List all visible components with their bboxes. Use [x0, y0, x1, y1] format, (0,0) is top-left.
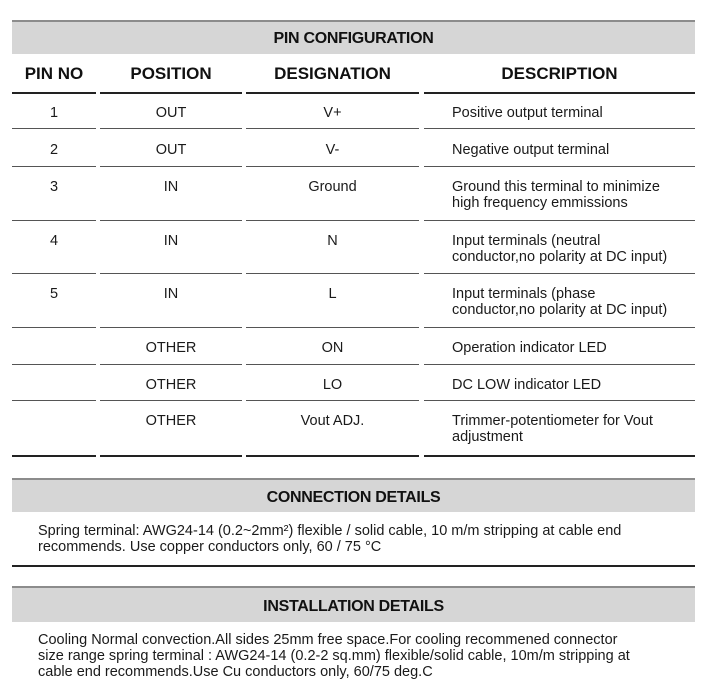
description-line: high frequency emmissions [452, 195, 628, 211]
header-divider [100, 92, 242, 94]
description-line: Input terminals (phase [452, 286, 596, 302]
connection-details-title: CONNECTION DETAILS [12, 478, 695, 512]
row-divider [100, 400, 242, 401]
row-divider [424, 220, 695, 221]
row-divider [246, 220, 419, 221]
row-divider [246, 400, 419, 401]
position-cell: OUT [155, 105, 187, 121]
row-divider [12, 128, 96, 129]
designation-cell: N [327, 233, 338, 249]
row-divider [12, 400, 96, 401]
designation-cell: V+ [323, 105, 342, 121]
row-divider [12, 166, 96, 167]
pin-configuration-title: PIN CONFIGURATION [12, 20, 695, 54]
header-divider [246, 92, 419, 94]
designation-cell: Vout ADJ. [300, 413, 365, 429]
connection-divider [12, 565, 695, 567]
row-divider [100, 273, 242, 274]
description-line: Operation indicator LED [452, 340, 607, 356]
row-divider [100, 220, 242, 221]
description-cell [452, 142, 695, 158]
pin-no-header: PIN NO [24, 64, 84, 83]
designation-cell: Ground [308, 179, 357, 195]
row-divider [12, 364, 96, 365]
description-line: Negative output terminal [452, 142, 610, 158]
position-cell: IN [163, 233, 179, 249]
header-divider [12, 92, 96, 94]
row-divider [12, 455, 96, 457]
description-line: conductor,no polarity at DC input) [452, 302, 668, 318]
installation-details-line: Cooling Normal convection.All sides 25mm free space.For cooling recommened connector [38, 632, 618, 648]
pin-number-cell: 5 [49, 286, 59, 302]
position-header: POSITION [130, 64, 212, 83]
row-divider [424, 400, 695, 401]
pin-number-cell: 3 [49, 179, 59, 195]
description-cell [452, 179, 695, 211]
row-divider [246, 128, 419, 129]
description-cell [452, 286, 695, 318]
description-cell [452, 377, 695, 393]
position-cell: IN [163, 286, 179, 302]
description-line: Trimmer-potentiometer for Vout [452, 413, 653, 429]
connection-details-line: recommends. Use copper conductors only, 60 / 75 °C [38, 539, 382, 555]
description-line: conductor,no polarity at DC input) [452, 249, 668, 265]
row-divider [424, 364, 695, 365]
connection-details-line: Spring terminal: AWG24-14 (0.2~2mm²) flexible / solid cable, 10 m/m stripping at cable end [38, 523, 622, 539]
description-cell [452, 340, 695, 356]
description-line: adjustment [452, 429, 523, 445]
header-divider [424, 92, 695, 94]
row-divider [246, 455, 419, 457]
description-line: Input terminals (neutral [452, 233, 601, 249]
row-divider [12, 220, 96, 221]
row-divider [424, 327, 695, 328]
description-line: Ground this terminal to minimize [452, 179, 660, 195]
description-cell [452, 105, 695, 121]
row-divider [424, 273, 695, 274]
installation-details-line: size range spring terminal : AWG24-14 (0.2-2 sq.mm) flexible/solid cable, 10m/m stripping at [38, 648, 630, 664]
pin-number-cell: 4 [49, 233, 59, 249]
designation-header: DESIGNATION [274, 64, 391, 83]
installation-details-title: INSTALLATION DETAILS [12, 586, 695, 622]
connection-details-text [38, 523, 698, 555]
position-cell: OTHER [145, 377, 197, 393]
row-divider [246, 166, 419, 167]
row-divider [424, 128, 695, 129]
position-cell: OTHER [145, 413, 197, 429]
installation-details-line: cable end recommends.Use Cu conductors only, 60/75 deg.C [38, 664, 433, 680]
pin-number-cell: 1 [49, 105, 59, 121]
row-divider [424, 455, 695, 457]
row-divider [12, 273, 96, 274]
row-divider [100, 327, 242, 328]
position-cell: OUT [155, 142, 187, 158]
row-divider [246, 364, 419, 365]
row-divider [100, 455, 242, 457]
designation-cell: V- [325, 142, 340, 158]
row-divider [100, 128, 242, 129]
designation-cell: LO [322, 377, 343, 393]
installation-details-text [38, 632, 698, 680]
description-cell [452, 233, 695, 265]
designation-cell: ON [321, 340, 344, 356]
row-divider [246, 273, 419, 274]
description-line: DC LOW indicator LED [452, 377, 602, 393]
row-divider [12, 327, 96, 328]
row-divider [246, 327, 419, 328]
pin-number-cell: 2 [49, 142, 59, 158]
description-line: Positive output terminal [452, 105, 603, 121]
row-divider [100, 364, 242, 365]
designation-cell: L [328, 286, 337, 302]
position-cell: OTHER [145, 340, 197, 356]
row-divider [424, 166, 695, 167]
row-divider [100, 166, 242, 167]
description-header: DESCRIPTION [501, 64, 618, 83]
description-cell [452, 413, 695, 445]
position-cell: IN [163, 179, 179, 195]
